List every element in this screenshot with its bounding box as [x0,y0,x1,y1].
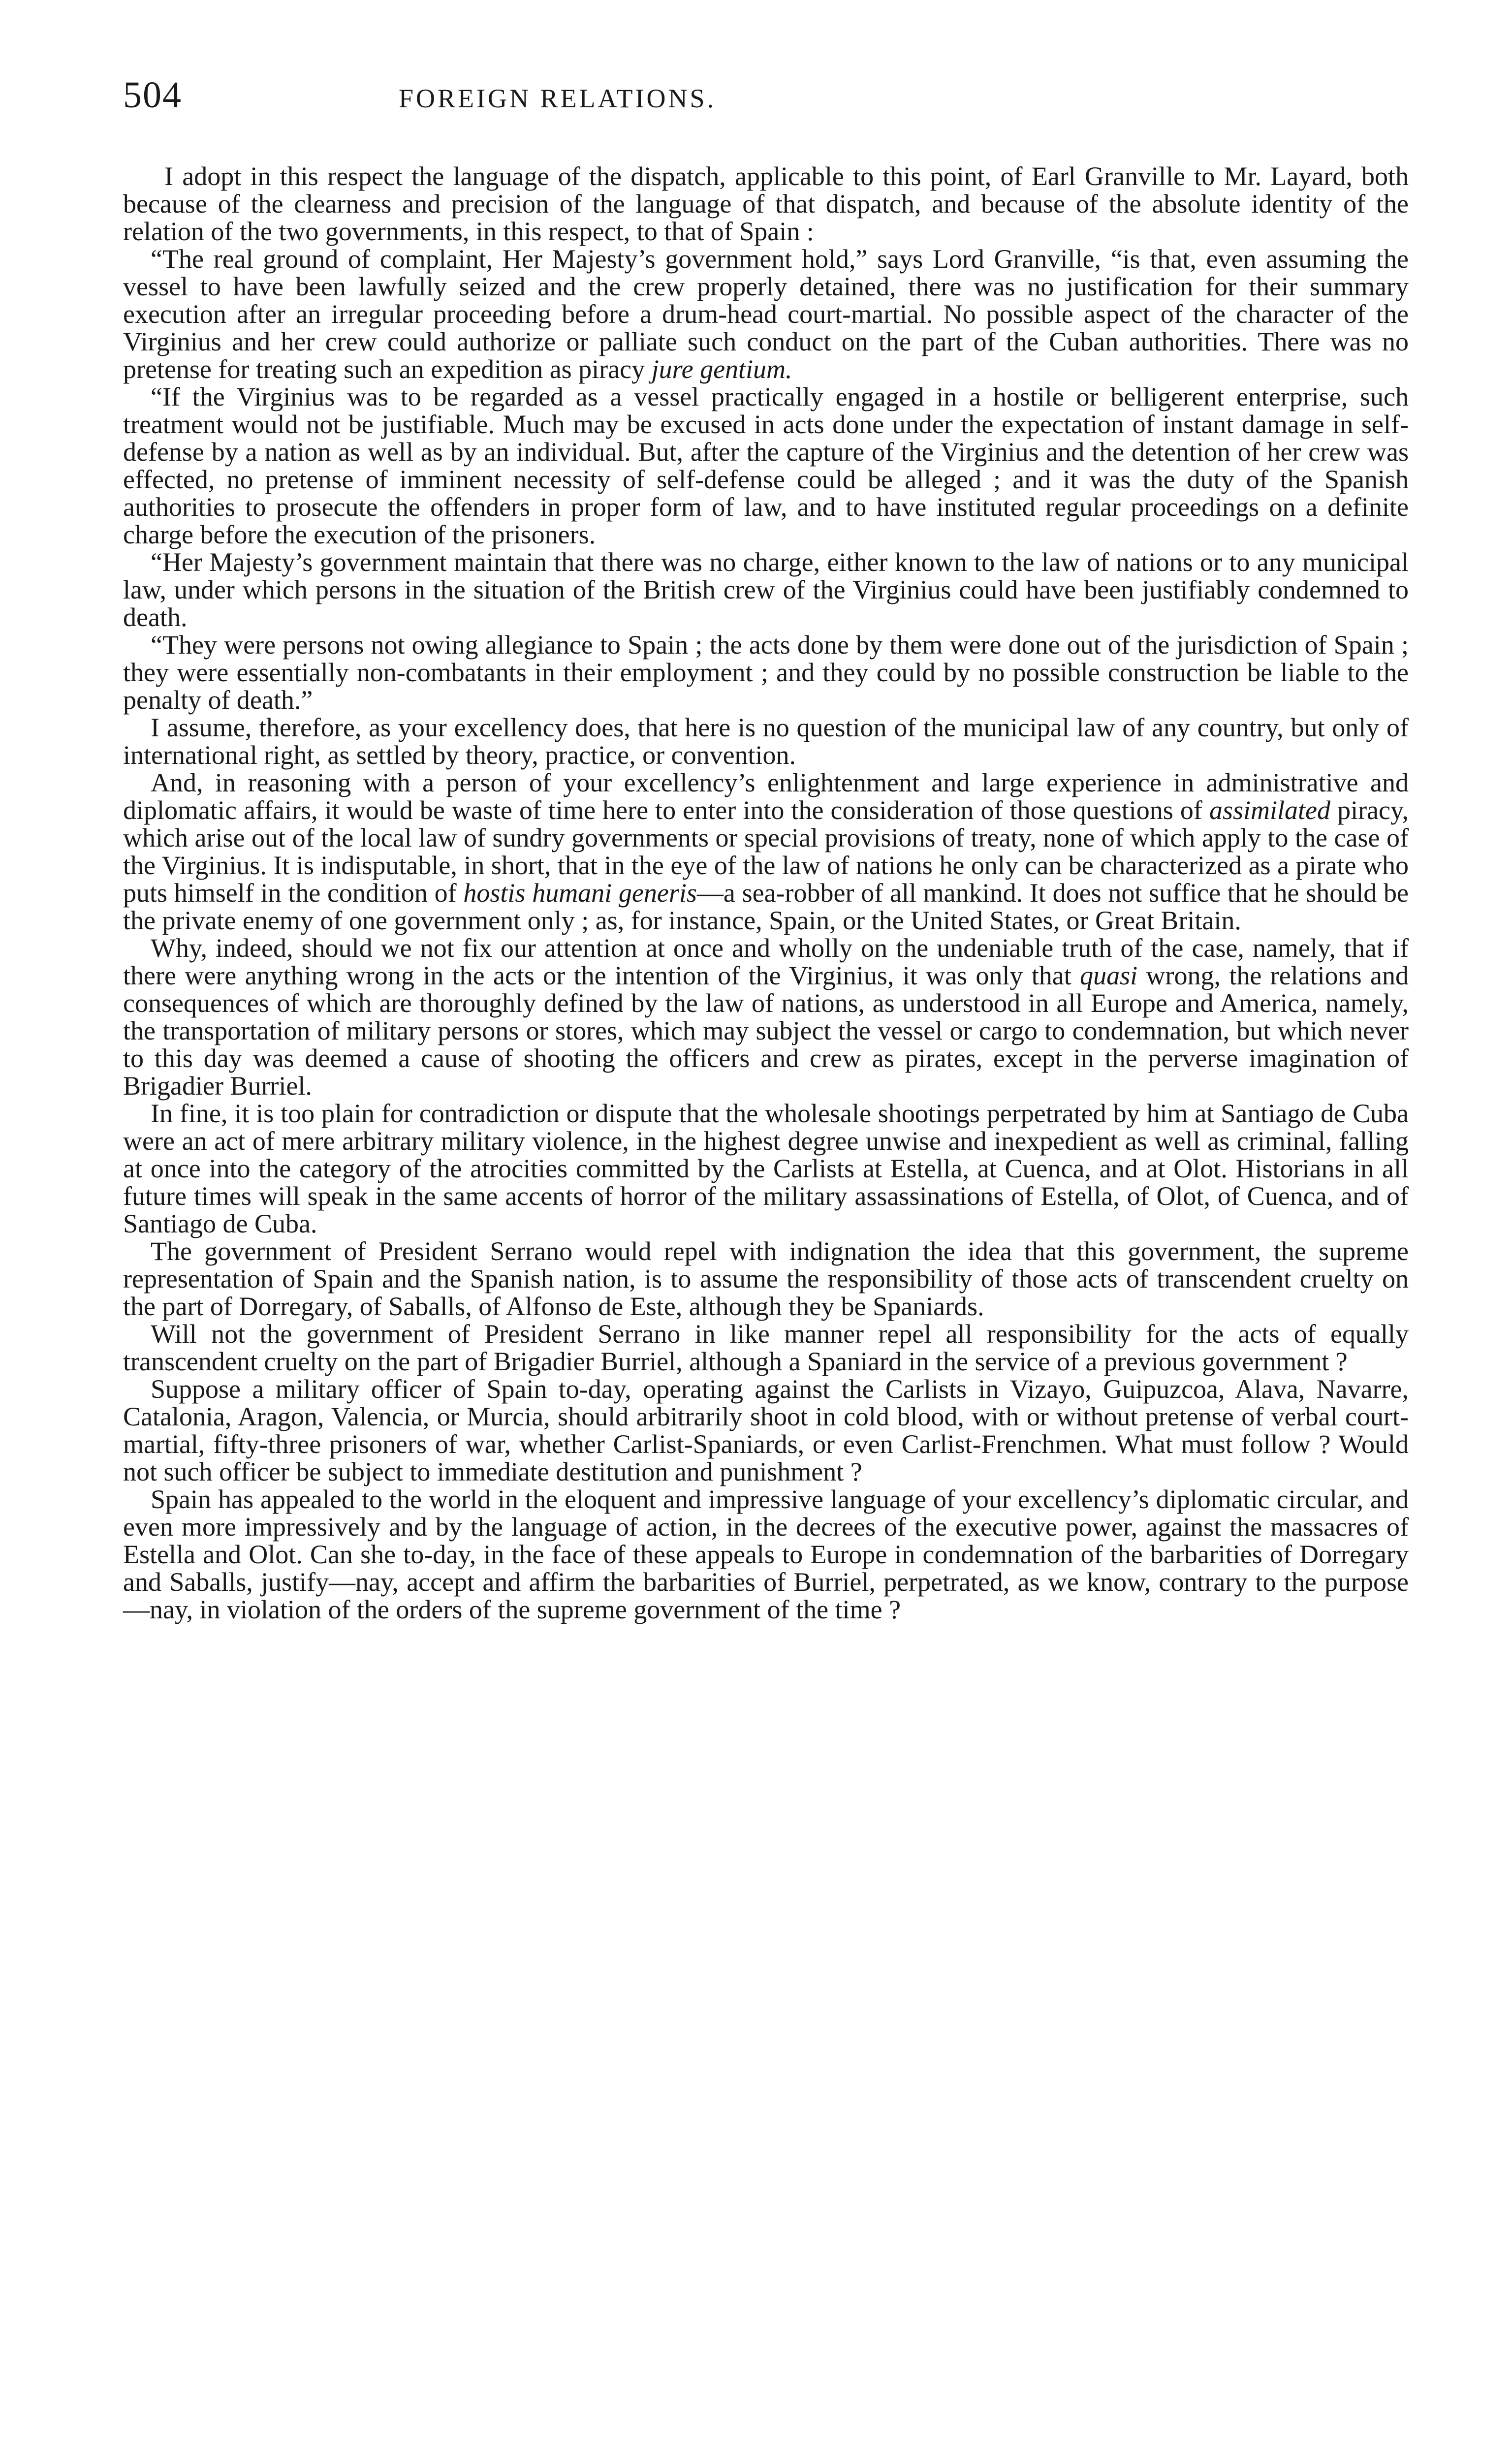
paragraph [123,714,1409,769]
text-run: —a sea-robber of all mankind. It does not suffice that he should be the private enemy of one government only ; as, for instance, Spain, or the United States, or Great Britain. [123,878,1409,935]
text-run: “They were persons not owing allegiance to Spain ; the acts done by them were done out of the jurisdiction of Spain ; they were essentially non-combatants in their employment ; and they could by no possible construction be liable to the penalty of death.” [123,630,1409,715]
paragraph [123,245,1409,383]
text-run: piracy, which arise out of the local law of sundry governments or special provisions of treaty, none of which apply to the case of the Virginius. It is indisputable, in short, that in the eye of the law of nations he only can be characterized as a pirate who puts himself in the condition of [123,795,1409,908]
paragraph [123,548,1409,631]
paragraph [123,769,1409,934]
text-run: wrong, the relations and consequences of which are thoroughly defined by the law of nations, as understood in all Europe and America, namely, the transportation of military persons or stores, which may subject the vessel or cargo to condemnation, but which never to this day was deemed a cause of shooting the officers and crew as pirates, except in the perverse imagination of Brigadier Burriel. [123,961,1409,1101]
italic-text: hostis humani generis [463,878,697,908]
paragraph [123,1237,1409,1320]
text-run: Will not the government of President Serrano in like manner repel all responsibility for the acts of equally transcendent cruelty on the part of Brigadier Burriel, although a Spaniard in the service of a previous government ? [123,1319,1409,1376]
italic-text: assimilated [1209,795,1330,825]
paragraph [123,383,1409,548]
text-run: In fine, it is too plain for contradiction or dispute that the wholesale shootings perpetrated by him at Santiago de Cuba were an act of mere arbitrary military violence, in the highest degree unwise and inexpedient as well as criminal, falling at once into the category of the atrocities committed by the Carlists at Estella, at Cuenca, and at Olot. Historians in all future times will speak in the same accents of horror of the military assassinations of Estella, of Olot, of Cuenca, and of Santiago de Cuba. [123,1099,1409,1238]
paragraph [123,1375,1409,1485]
paragraph [123,162,1409,245]
text-run: “The real ground of complaint, Her Majesty’s government hold,” says Lord Granville, “is that, even assuming the vessel to have been lawfully seized and the crew properly detained, there was no justification for their summary execution after an irregular proceeding before a drum-head court-martial. No possible aspect of the character of the Virginius and her crew could authorize or palliate such conduct on the part of the Cuban authorities. There was no pretense for treating such an expedition as piracy [123,244,1409,384]
italic-text: quasi [1080,961,1138,990]
text-run: Spain has appealed to the world in the eloquent and impressive language of your excellency’s diplomatic circular, and even more impressively and by the language of action, in the decrees of the executive power, against the massacres of Estella and Olot. Can she to-day, in the face of these appeals to Europe in condemnation of the barbarities of Dorregary and Saballs, justify—nay, accept and affirm the barbarities of Burriel, perpetrated, as we know, contrary to the purpose—nay, in violation of the orders of the supreme government of the time ? [123,1484,1409,1624]
text-run: Why, indeed, should we not fix our attention at once and wholly on the undeniable truth of the case, namely, that if there were anything wrong in the acts or the intention of the Virginius, it was only that [123,933,1409,990]
paragraph [123,1485,1409,1623]
paragraph [123,1100,1409,1237]
running-head: FOREIGN RELATIONS. [399,84,717,113]
paragraph [123,934,1409,1100]
text-run: The government of President Serrano would repel with indignation the idea that this government, the supreme representation of Spain and the Spanish nation, is to assume the responsibility of those acts of transcendent cruelty on the part of Dorregary, of Saballs, of Alfonso de Este, although they be Spaniards. [123,1236,1409,1321]
text-run: Suppose a military officer of Spain to-day, operating against the Carlists in Vizayo, Guipuzcoa, Alava, Navarre, Catalonia, Aragon, Valencia, or Murcia, should arbitrarily shoot in cold blood, with or without pretense of verbal court-martial, fifty-three prisoners of war, whether Carlist-Spaniards, or even Carlist-Frenchmen. What must follow ? Would not such officer be subject to immediate destitution and punishment ? [123,1374,1409,1486]
text-run: I adopt in this respect the language of the dispatch, applicable to this point, of Earl Granville to Mr. Layard, both because of the clearness and precision of the language of that dispatch, and because of the absolute identity of the relation of the two governments, in this respect, to that of Spain : [123,161,1409,246]
body-text [123,162,1409,1623]
text-run: “Her Majesty’s government maintain that there was no charge, either known to the law of nations or to any municipal law, under which persons in the situation of the British crew of the Virginius could have been justifiably condemned to death. [123,547,1409,632]
italic-text: jure gentium. [651,354,792,384]
page-header [123,74,1409,128]
text-run: “If the Virginius was to be regarded as a vessel practically engaged in a hostile or belligerent enterprise, such treatment would not be justifiable. Much may be excused in acts done under the expectation of instant damage in self-defense by a nation as well as by an individual. But, after the capture of the Virginius and the detention of her crew was effected, no pretense of imminent necessity of self-defense could be alleged ; and it was the duty of the Spanish authorities to prosecute the offenders in proper form of law, and to have instituted regular proceedings on a definite charge before the execution of the prisoners. [123,382,1409,549]
paragraph [123,631,1409,714]
paragraph [123,1320,1409,1375]
text-run: I assume, therefore, as your excellency does, that here is no question of the municipal law of any country, but only of international right, as settled by theory, practice, or convention. [123,713,1409,770]
text-run: And, in reasoning with a person of your excellency’s enlightenment and large experience in administrative and diplomatic affairs, it would be waste of time here to enter into the consideration of those questions of [123,768,1409,825]
page-number: 504 [123,74,182,116]
